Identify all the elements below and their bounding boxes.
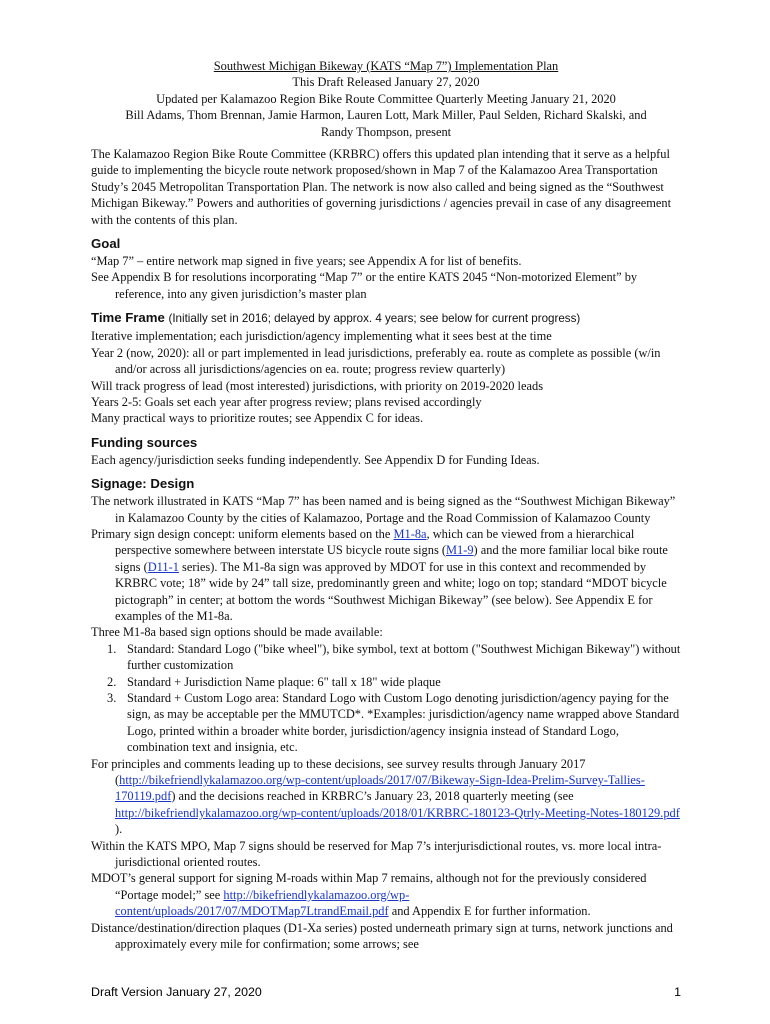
text-run: ) and the more familiar local bike route signs ( <box>115 543 668 574</box>
text-run: For principles and comments leading up to these decisions, see survey results through January 2017 ( <box>91 756 586 788</box>
signage-paragraph-7: Distance/destination/direction plaques (D1-Xa series) posted underneath primary sign at turns, network junctions and approximately every mile for confirmation; some arrows; see <box>91 920 673 952</box>
list-number: 1. <box>107 641 117 656</box>
signage-paragraph-1: The network illustrated in KATS “Map 7” has been named and is being signed as the “Southwest Michigan Bikeway” in Kalamazoo County by the cities of Kalamazoo, Portage and the Road Commission of Kalamazoo County <box>91 494 676 525</box>
list-text: Standard + Custom Logo area: Standard Logo with Custom Logo denoting jurisdiction/agency paying for the sign, as may be acceptable per the MMUTCD*. *Examples: jurisdiction/agency name wrapped above Standard Logo, printed within a broader white border, jurisdiction/agency insignia instead of Standard Logo, combination text and insignia, etc. <box>127 691 680 755</box>
page-number: 1 <box>674 985 681 999</box>
list-item <box>91 690 681 756</box>
signage-paragraph-5: Within the KATS MPO, Map 7 signs should be reserved for Map 7’s interjurisdictional routes, vs. more local intra-jurisdictional oriented routes. <box>91 838 662 870</box>
text-run: ). <box>115 822 123 837</box>
signage-paragraph-6 <box>91 870 681 919</box>
list-text: Standard: Standard Logo ("bike wheel"), bike symbol, text at bottom ("Southwest Michigan Bikeway") without further customization <box>127 641 681 673</box>
update-note: Updated per Kalamazoo Region Bike Route Committee Quarterly Meeting January 21, 2020 <box>156 91 616 106</box>
page-footer <box>91 985 681 999</box>
mdot-letter-link[interactable]: http://bikefriendlykalamazoo.org/wp-content/uploads/2017/07/MDOTMap7LtrandEmail.pdf <box>115 887 410 919</box>
signage-paragraph-4 <box>91 756 681 838</box>
signage-options-intro: Three M1-8a based sign options should be made available: <box>91 625 383 640</box>
funding-heading: Funding sources <box>91 434 198 450</box>
draft-version: Draft Version January 27, 2020 <box>91 985 262 999</box>
list-item <box>91 674 681 690</box>
goal-line-2: See Appendix B for resolutions incorporating “Map 7” or the entire KATS 2045 “Non-motorized Element” by reference, into any given jurisdiction’s master plan <box>91 270 638 301</box>
goal-line-1: “Map 7” – entire network map signed in five years; see Appendix A for list of benefits. <box>91 254 522 269</box>
list-number: 2. <box>107 674 117 689</box>
attendees-line-2: Randy Thompson, present <box>320 124 452 139</box>
timeframe-heading-text: Time Frame <box>91 310 165 326</box>
goal-heading: Goal <box>91 236 121 252</box>
intro-paragraph: The Kalamazoo Region Bike Route Committee (KRBRC) offers this updated plan intending that it serve as a helpful guide to implementing the bicycle route network proposed/shown in Map 7 of the Kalamazoo Area Transportation Study’s 2045 Metropolitan Transportation Plan. The network is now also called and being signed as the “Southwest Michigan Bikeway.” Powers and authorities of governing jurisdictions / agencies prevail in case of any disagreement with the contents of this plan. <box>91 147 672 227</box>
timeframe-note: (Initially set in 2016; delayed by approx. 4 years; see below for current progress) <box>168 312 581 326</box>
timeframe-line: Years 2-5: Goals set each year after progress review; plans revised accordingly <box>91 394 482 409</box>
d11-1-link[interactable]: D11-1 <box>147 559 179 574</box>
survey-results-link[interactable]: http://bikefriendlykalamazoo.org/wp-content/uploads/2017/07/Bikeway-Sign-Idea-Prelim-Survey-Tallies-170119.pdf <box>115 773 645 804</box>
text-run: Primary sign design concept: uniform elements based on the <box>91 526 394 541</box>
text-run: series). The M1-8a sign was approved by MDOT for use in this context and recommended by KRBRC vote; 18” wide by 24” tall size, predominantly green and white; logo on top; standard “MDOT bicycle pictograph” in center; at bottom the words “Southwest Michigan Bikeway” (see below). See Appendix E for examples of the M1-8a. <box>115 559 667 623</box>
meeting-notes-link[interactable]: http://bikefriendlykalamazoo.org/wp-content/uploads/2018/01/KRBRC-180123-Qtrly-Meeting-Notes-180129.pdf <box>115 805 680 820</box>
funding-line: Each agency/jurisdiction seeks funding independently. See Appendix D for Funding Ideas. <box>91 452 540 467</box>
timeframe-line: Year 2 (now, 2020): all or part implemented in lead jurisdictions, preferably ea. route as complete as possible (w/in and/or across all jurisdictions/agencies on ea. route; progress review quarterly) <box>91 345 661 377</box>
timeframe-line: Iterative implementation; each jurisdiction/agency implementing what it sees best at the time <box>91 329 552 344</box>
timeframe-line: Many practical ways to prioritize routes; see Appendix C for ideas. <box>91 411 424 426</box>
list-number: 3. <box>107 691 117 705</box>
text-run: , which can be viewed from a hierarchical perspective somewhere between interstate US bicycle route signs ( <box>115 526 635 558</box>
m1-8a-link[interactable]: M1-8a <box>393 526 427 541</box>
text-run: MDOT’s general support for signing M-roads within Map 7 remains, although not for the previously considered “Portage model;” see <box>91 871 647 902</box>
document-page <box>91 58 681 953</box>
list-item <box>91 641 681 674</box>
timeframe-heading <box>91 309 681 327</box>
release-date: This Draft Released January 27, 2020 <box>292 75 480 90</box>
m1-9-link[interactable]: M1-9 <box>446 543 474 558</box>
document-title: Southwest Michigan Bikeway (KATS “Map 7”) Implementation Plan <box>213 59 559 73</box>
timeframe-line: Will track progress of lead (most interested) jurisdictions, with priority on 2019-2020 leads <box>91 378 544 393</box>
document-header <box>91 58 681 140</box>
attendees-line-1: Bill Adams, Thom Brennan, Jamie Harmon, Lauren Lott, Mark Miller, Paul Selden, Richard Skalski, and <box>125 108 647 123</box>
signage-paragraph-2 <box>91 526 681 624</box>
list-text: Standard + Jurisdiction Name plaque: 6" tall x 18" wide plaque <box>127 674 441 689</box>
sign-options-list <box>91 641 681 756</box>
text-run: ) and the decisions reached in KRBRC’s January 23, 2018 quarterly meeting (see <box>171 789 574 804</box>
text-run: and Appendix E for further information. <box>388 904 591 919</box>
signage-heading: Signage: Design <box>91 476 195 492</box>
